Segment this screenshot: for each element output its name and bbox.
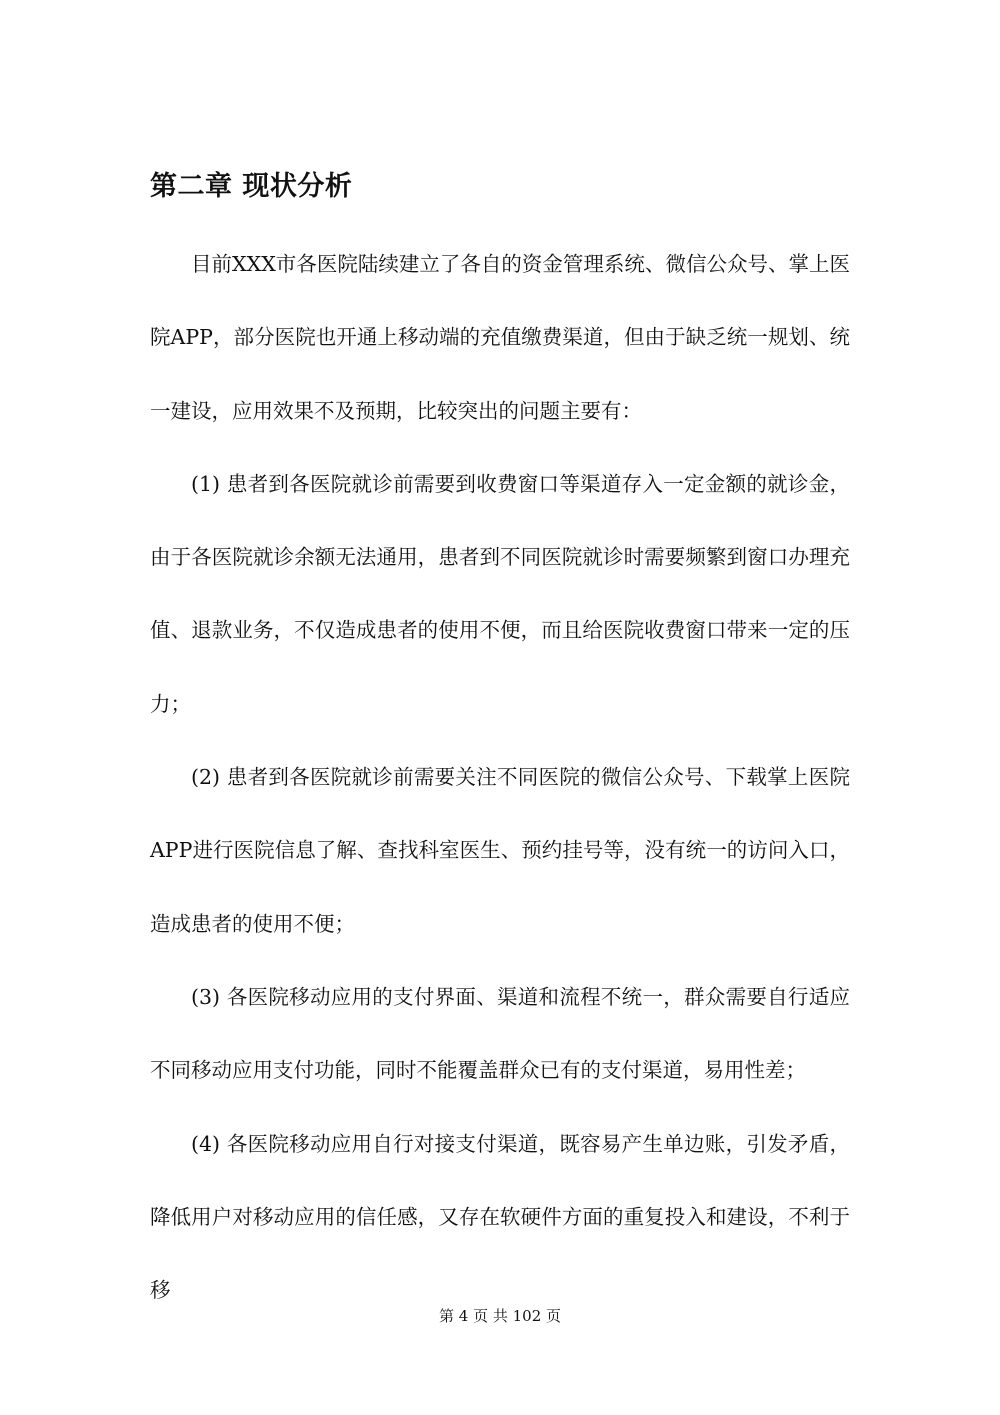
body-text: [150, 228, 850, 1327]
page-footer: [0, 1305, 1000, 1326]
footer-middle: 页 共: [468, 1307, 513, 1325]
current-page-number: 4: [458, 1307, 469, 1325]
chapter-title: 第二章 现状分析: [150, 171, 353, 202]
paragraph-item-3: (3) 各医院移动应用的支付界面、渠道和流程不统一，群众需要自行适应不同移动应用支付功能，同时不能覆盖群众已有的支付渠道，易用性差；: [150, 984, 850, 1083]
paragraph-item-2: (2) 患者到各医院就诊前需要关注不同医院的微信公众号、下载掌上医院APP进行医院信息了解、查找科室医生、预约挂号等，没有统一的访问入口，造成患者的使用不便；: [150, 765, 850, 936]
footer-suffix: 页: [541, 1307, 562, 1325]
paragraph-item-1: (1) 患者到各医院就诊前需要到收费窗口等渠道存入一定金额的就诊金，由于各医院就诊余额无法通用，患者到不同医院就诊时需要频繁到窗口办理充值、退款业务，不仅造成患者的使用不便，而且给医院收费窗口带来一定的压力；: [150, 471, 850, 716]
footer-prefix: 第: [438, 1307, 459, 1325]
paragraph-intro: 目前XXX市各医院陆续建立了各自的资金管理系统、微信公众号、掌上医院APP，部分医院也开通上移动端的充值缴费渠道，但由于缺乏统一规划、统一建设，应用效果不及预期，比较突出的问题主要有：: [150, 252, 850, 423]
total-page-count: 102: [512, 1307, 542, 1325]
paragraph-item-4: (4) 各医院移动应用自行对接支付渠道，既容易产生单边账，引发矛盾，降低用户对移动应用的信任感，又存在软硬件方面的重复投入和建设，不利于移: [150, 1131, 850, 1303]
